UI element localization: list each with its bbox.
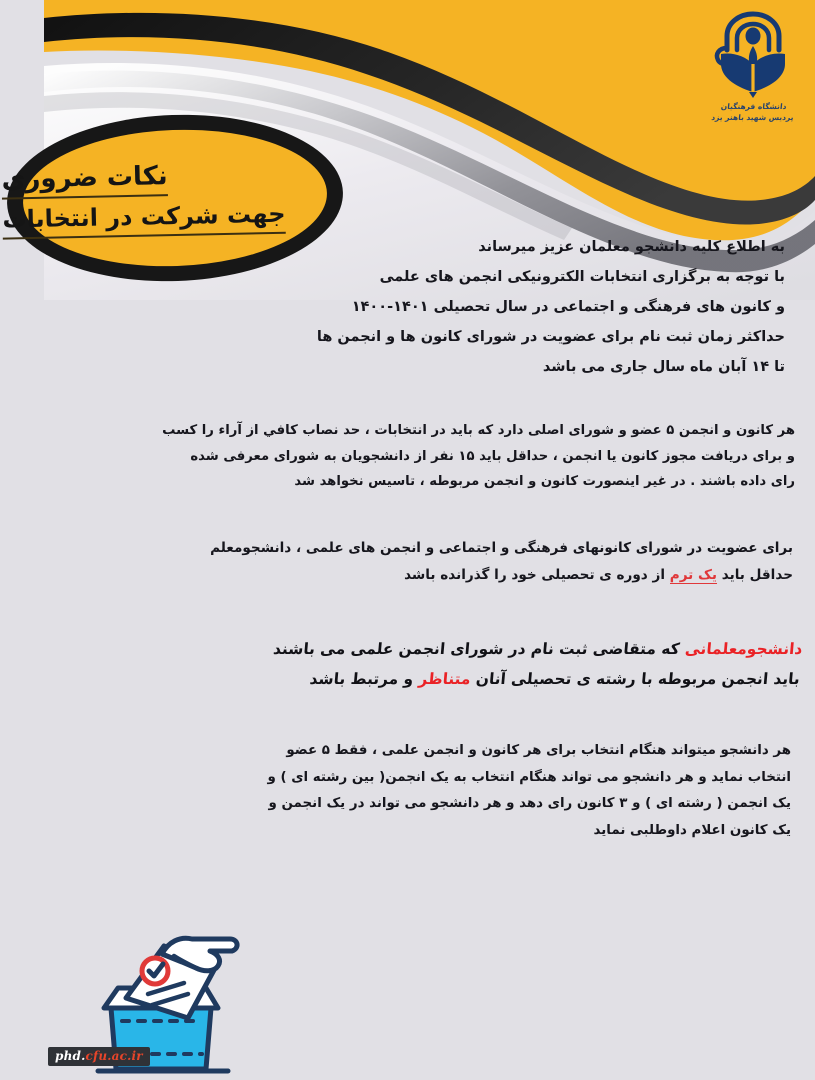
title-badge — [2, 112, 348, 284]
eligibility-line-2 — [64, 562, 793, 589]
paragraph-eligibility — [44, 535, 815, 589]
announcement-line-4: حداکثر زمان ثبت نام برای عضویت در شورای کانون ها و انجمن ها — [316, 329, 785, 345]
voting-line-4: یک کانون اعلام داوطلبی نماید — [593, 823, 791, 839]
eligibility-line-1: برای عضویت در شورای کانونهای فرهنگی و اجتماعی و انجمن های علمی ، دانشجومعلم — [210, 539, 793, 556]
badge-title-line1: نکات ضروری — [1, 160, 168, 200]
badge-title-line2: جهت شرکت در انتخابات — [2, 199, 286, 240]
title-badge-ellipse — [2, 112, 348, 284]
emphasis-red-student-teachers: دانشجومعلمانی — [684, 639, 804, 658]
poster-body — [44, 232, 815, 845]
voting-line-2: انتخاب نماید و هر دانشجو می تواند هنگام انتخاب به یک انجمن( بین رشته ای ) و — [267, 769, 791, 785]
voting-line-3: یک انجمن ( رشته ای ) و ۳ کانون رای دهد و هر دانشجو می تواند در یک انجمن و — [268, 796, 791, 812]
announcement-line-2: با توجه به برگزاری انتخابات الکترونیکی انجمن های علمی — [379, 269, 785, 285]
quorum-line-2: و برای دریافت مجوز کانون یا انجمن ، حداقل باید ۱۵ نفر از دانشجویان به شورای معرفی شده — [190, 448, 795, 464]
paragraph-quorum — [44, 418, 815, 495]
figure-head — [746, 28, 761, 45]
university-logo — [705, 6, 801, 124]
emphasis-line-1 — [58, 635, 804, 665]
open-book-emblem-icon — [711, 6, 795, 100]
watermark-suffix: cfu.ac.ir — [85, 1049, 143, 1063]
emphasis-line2-before: باید انجمن مربوطه با رشته ی تحصیلی آنان — [469, 669, 801, 688]
eligibility-highlight-one-term: یک ترم — [669, 566, 718, 583]
logo-caption-line2: پردیس شهید باهنر یزد — [710, 112, 795, 122]
poster-root — [1, 0, 815, 1080]
emphasis-line-2 — [55, 664, 801, 694]
quorum-line-1: هر کانون و انجمن ۵ عضو و شورای اصلی دارد که باید در انتخابات ، حد نصاب کافي از آراء را کسب — [162, 423, 795, 438]
voting-line-1: هر دانشجو میتواند هنگام انتخاب برای هر کانون و انجمن علمی ، فقط ۵ عضو — [286, 742, 791, 758]
quorum-line-3: رای داده باشند . در غیر اینصورت کانون و انجمن مربوطه ، تاسیس نخواهد شد — [294, 474, 795, 490]
site-watermark — [48, 1047, 150, 1066]
announcement-line-1: به اطلاع کلیه دانشجو معلمان عزیز میرساند — [478, 239, 785, 255]
emphasis-line2-after: و مرتبط باشد — [308, 669, 420, 688]
paragraph-field-match-emphasis — [41, 635, 815, 694]
watermark-prefix: phd. — [55, 1049, 86, 1063]
eligibility-line2-before: حداقل باید — [717, 566, 793, 583]
logo-caption-line1: دانشگاه فرهنگیان — [720, 102, 787, 111]
emphasis-line1-rest: که متقاضی ثبت نام در شورای انجمن علمی می باشند — [272, 639, 686, 658]
announcement-line-5: تا ۱۴ آبان ماه سال جاری می باشد — [542, 359, 785, 375]
logo-caption — [704, 102, 802, 124]
eligibility-line2-after: از دوره ی تحصیلی خود را گذرانده باشد — [404, 566, 670, 583]
paragraph-voting-rules — [44, 738, 815, 845]
announcement-line-3: و کانون های فرهنگی و اجتماعی در سال تحصیلی ۱۴۰۱-۱۴۰۰ — [351, 299, 785, 315]
emphasis-red-corresponding: متناظر — [417, 669, 472, 688]
